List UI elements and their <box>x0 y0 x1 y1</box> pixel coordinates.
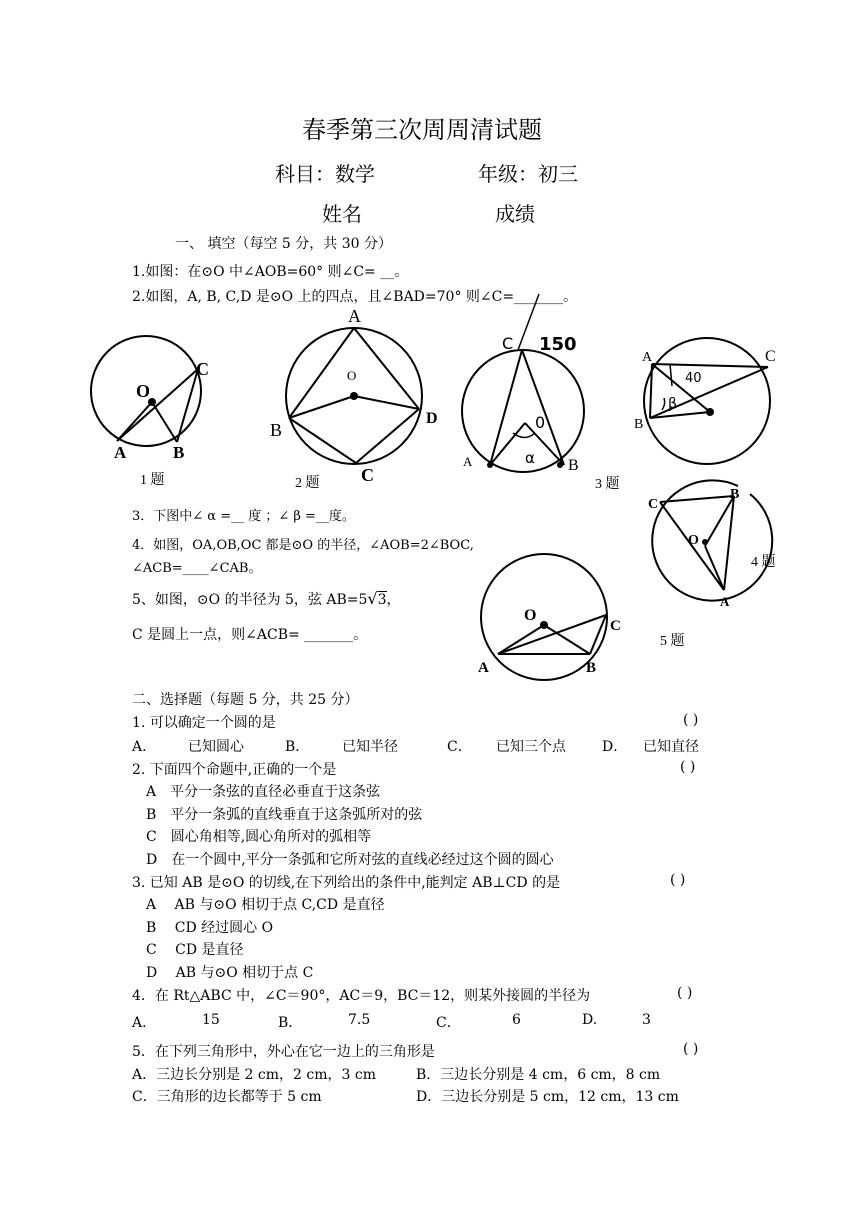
fig4-label-b: B <box>730 487 740 502</box>
mc4-option-c: 6 <box>512 1012 521 1028</box>
question-4-line2: ∠ACB=____∠CAB。 <box>132 561 262 576</box>
fig3-label-o: 0 <box>535 413 546 432</box>
mc2-option-c: C 圆心角相等,圆心角所对的弧相等 <box>146 829 372 845</box>
fig3-angle-label: 150 <box>539 334 577 355</box>
fig3-caption: 3 题 <box>595 477 620 492</box>
fig5-label-c: C <box>610 618 621 634</box>
question-1: 1.如图：在⊙O 中∠AOB=60° 则∠C= __。 <box>132 264 409 280</box>
mc4-option-d-letter: D. <box>582 1012 598 1028</box>
mc5-option-d: D．三边长分别是 5 cm，12 cm，13 cm <box>416 1089 679 1105</box>
mc4-option-d: 3 <box>642 1012 651 1028</box>
mc4-option-a: 15 <box>202 1012 220 1028</box>
mc1-option-d: 已知直径 <box>643 739 699 755</box>
question-2: 2.如图，A, B, C,D 是⊙O 上的四点，且∠BAD=70° 则∠C=_______。 <box>132 289 578 305</box>
mc2-option-a: A 平分一条弦的直径必垂直于这条弦 <box>146 784 381 800</box>
mc3-answer-blank: ( ) <box>670 872 686 888</box>
fig2-label-b: B <box>270 420 283 440</box>
name-label: 姓名 <box>322 202 362 226</box>
fig3-label-a: A <box>463 454 473 469</box>
mc5-option-a: A．三边长分别是 2 cm，2 cm，3 cm <box>132 1067 376 1083</box>
mc3-option-d: D AB 与⊙O 相切于点 C <box>146 965 314 981</box>
mc3-option-c: C CD 是直径 <box>146 942 244 958</box>
fig5-label-o: O <box>524 607 537 624</box>
page-title: 春季第三次周周清试题 <box>302 116 542 144</box>
question-3: 3．下图中∠ α =__ 度 ；∠ β =__度。 <box>132 509 355 524</box>
fig3b-label-a: A <box>642 350 653 365</box>
fig4-caption: 4 题 <box>751 555 776 570</box>
fig1-label-c: C <box>196 359 209 379</box>
fig3-label-b: B <box>568 457 579 474</box>
fig2-caption: 2 题 <box>295 476 320 491</box>
mc1-option-b: 已知半径 <box>342 739 398 755</box>
figure-3 <box>455 290 630 495</box>
grade-label: 年级：初三 <box>478 162 578 186</box>
question-5-comma: ， <box>386 592 401 608</box>
fig5-label-b: B <box>586 660 597 676</box>
mc4-option-b-letter: B． <box>278 1015 303 1031</box>
mc5-option-b: B．三边长分别是 4 cm，6 cm，8 cm <box>416 1067 661 1083</box>
mc2-option-d: D 在一个圆中,平分一条弧和它所对弦的直线必经过这个圆的圆心 <box>146 852 554 868</box>
fig2-label-a: A <box>348 306 361 326</box>
fig5-caption: 5 题 <box>660 634 685 649</box>
fig2-label-c: C <box>361 465 374 485</box>
sqrt-icon: √ <box>367 589 378 608</box>
score-label: 成绩 <box>495 202 535 226</box>
fig2-label-o: O <box>347 368 357 383</box>
fig1-caption: 1 题 <box>140 473 165 488</box>
mc1-option-b-letter: B． <box>285 739 310 755</box>
question-5-line1 <box>132 589 401 609</box>
fig4-label-c: C <box>648 497 659 512</box>
figure-2 <box>262 303 452 495</box>
mc1-option-a-letter: A． <box>132 739 157 755</box>
question-5-sqrt-value: 3 <box>377 592 387 608</box>
fig4-label-a: A <box>720 594 730 609</box>
part2-heading: 二、选择题（每题 5 分，共 25 分） <box>132 692 359 708</box>
fig3b-angle-label: 40 <box>685 371 702 386</box>
mc3-option-b: B CD 经过圆心 O <box>146 920 274 936</box>
fig1-label-o: O <box>136 381 151 401</box>
mc4-answer-blank: ( ) <box>677 985 693 1001</box>
mc1-option-c-letter: C． <box>447 739 472 755</box>
fig3b-label-b: B <box>634 417 644 432</box>
mc1-option-d-letter: D． <box>602 739 628 755</box>
subject-label: 科目：数学 <box>275 162 375 186</box>
mc5-answer-blank: ( ) <box>683 1041 699 1057</box>
mc1-stem: 1. 可以确定一个圆的是 <box>132 715 276 731</box>
mc3-option-a: A AB 与⊙O 相切于点 C,CD 是直径 <box>146 897 385 913</box>
mc4-stem: 4．在 Rt△ABC 中，∠C＝90°，AC＝9，BC＝12，则某外接圆的半径为 <box>132 988 591 1004</box>
mc2-stem: 2. 下面四个命题中,正确的一个是 <box>132 762 337 778</box>
mc3-stem: 3. 已知 AB 是⊙O 的切线,在下列给出的条件中,能判定 AB⊥CD 的是 <box>132 875 561 891</box>
fig5-label-a: A <box>478 660 489 676</box>
fig3-alpha-label: α <box>525 449 535 467</box>
mc5-stem: 5．在下列三角形中，外心在它一边上的三角形是 <box>132 1044 435 1060</box>
figure-3b <box>630 340 780 490</box>
figure-1 <box>80 335 230 495</box>
fig2-label-d: D <box>426 410 438 427</box>
fig3b-beta-label: β <box>668 396 677 412</box>
fig3b-label-c: C <box>765 348 776 365</box>
mc1-answer-blank: ( ) <box>683 712 699 728</box>
mc1-option-a: 已知圆心 <box>188 739 244 755</box>
mc4-option-c-letter: C． <box>436 1015 461 1031</box>
figure-5 <box>470 550 710 680</box>
part1-heading: 一、 填空（每空 5 分，共 30 分） <box>175 236 392 252</box>
mc4-option-a-letter: A． <box>132 1015 157 1031</box>
question-4-line1: 4．如图，OA,OB,OC 都是⊙O 的半径，∠AOB=2∠BOC, <box>132 538 474 553</box>
mc2-answer-blank: ( ) <box>680 759 696 775</box>
question-5-text: 5、如图，⊙O 的半径为 5，弦 AB=5 <box>132 592 368 608</box>
question-5-line2: C 是圆上一点，则∠ACB= _______。 <box>132 627 368 643</box>
mc1-option-c: 已知三个点 <box>496 739 566 755</box>
fig3-label-c: C <box>502 334 514 353</box>
fig4-label-o: O <box>688 533 699 548</box>
mc2-option-b: B 平分一条弧的直线垂直于这条弧所对的弦 <box>146 807 423 823</box>
fig1-label-a: A <box>114 443 127 462</box>
mc5-option-c: C．三角形的边长都等于 5 cm <box>132 1089 322 1105</box>
mc4-option-b: 7.5 <box>348 1012 371 1028</box>
fig1-label-b: B <box>173 443 185 462</box>
